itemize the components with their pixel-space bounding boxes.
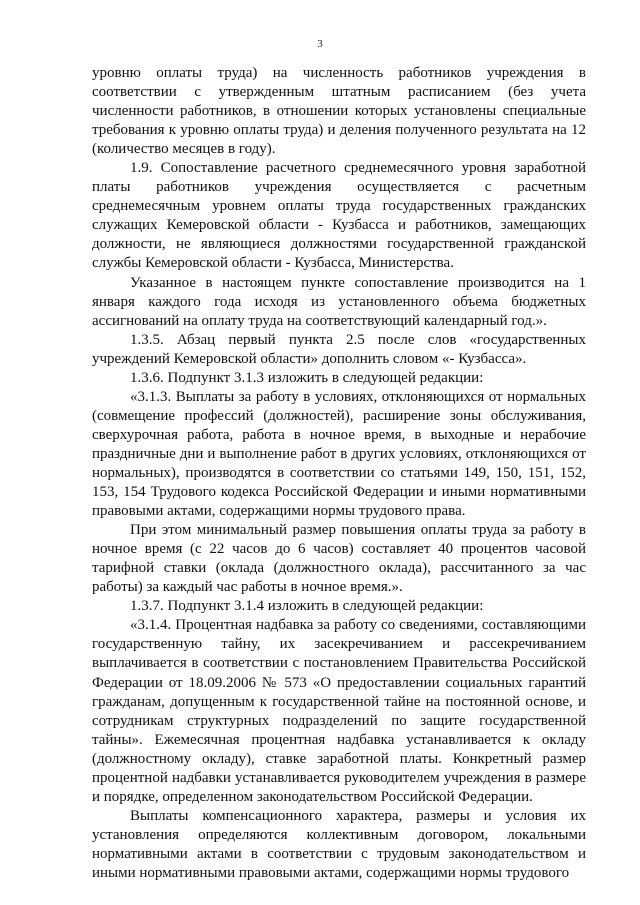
- document-body: [92, 64, 586, 883]
- paragraph: Указанное в настоящем пункте сопоставление производится на 1 января каждого года исходя из установленного объема бюджетных ассигнований на оплату труда на соответствующий календарный год.».: [92, 274, 586, 329]
- paragraph: 1.3.5. Абзац первый пункта 2.5 после слов «государственных учреждений Кемеровской области» дополнить словом «- Кузбасса».: [92, 331, 586, 367]
- paragraph: 1.3.7. Подпункт 3.1.4 изложить в следующей редакции:: [130, 598, 484, 615]
- paragraph: уровню оплаты труда) на численность работников учреждения в соответствии с утвержденным штатным расписанием (без учета численности работников, в отношении которых установлены специальные требования к уровню оплаты труда) и деления полученного результата на 12 (количество месяцев в году).: [92, 65, 586, 158]
- paragraph: 1.3.6. Подпункт 3.1.3 изложить в следующей редакции:: [130, 369, 484, 386]
- paragraph: При этом минимальный размер повышения оплаты труда за работу в ночное время (с 22 часов до 6 часов) составляет 40 процентов часовой тарифной ставки (оклада (должностного оклада), рассчитанного за час работы) за каждый час работы в ночное время.».: [92, 522, 586, 596]
- paragraph: 1.9. Сопоставление расчетного среднемесячного уровня заработной платы работников учреждения осуществляется с расчетным среднемесячным уровнем оплаты труда государственных гражданских служащих Кемеровской области - Кузбасса и работников, замещающих должности, не являющиеся должностями государственной гражданской службы Кемеровской области - Кузбасса, Министерства.: [92, 160, 586, 272]
- paragraph: Выплаты компенсационного характера, размеры и условия их установления определяются коллективным договором, локальными нормативными актами в соответствии с трудовым законодательством и иными нормативными правовыми актами, содержащими нормы трудового: [92, 807, 586, 881]
- paragraph: «3.1.4. Процентная надбавка за работу со сведениями, составляющими государственную тайну, их засекречиванием и рассекречиванием выплачивается в соответствии с постановлением Правительства Российской Федерации от 18.09.2006 № 573 «О предоставлении социальных гарантий гражданам, допущенным к государственной тайне на постоянной основе, и сотрудникам структурных подразделений по защите государственной тайны». Ежемесячная процентная надбавка устанавливается к окладу (должностному окладу), ставке заработной платы. Конкретный размер процентной надбавки устанавливается руководителем учреждения в размере и порядке, определенном законодательством Российской Федерации.: [92, 617, 586, 805]
- page-number: 3: [317, 38, 323, 50]
- paragraph: «3.1.3. Выплаты за работу в условиях, отклоняющихся от нормальных (совмещение профессий (должностей), расширение зоны обслуживания, сверхурочная работа, работа в ночное время, в выходные и нерабочие праздничные дни и выполнение работ в других условиях, отклоняющихся от нормальных), производятся в соответствии со статьями 149, 150, 151, 152, 153, 154 Трудового кодекса Российской Федерации и иными нормативными правовыми актами, содержащими нормы трудового права.: [92, 388, 586, 520]
